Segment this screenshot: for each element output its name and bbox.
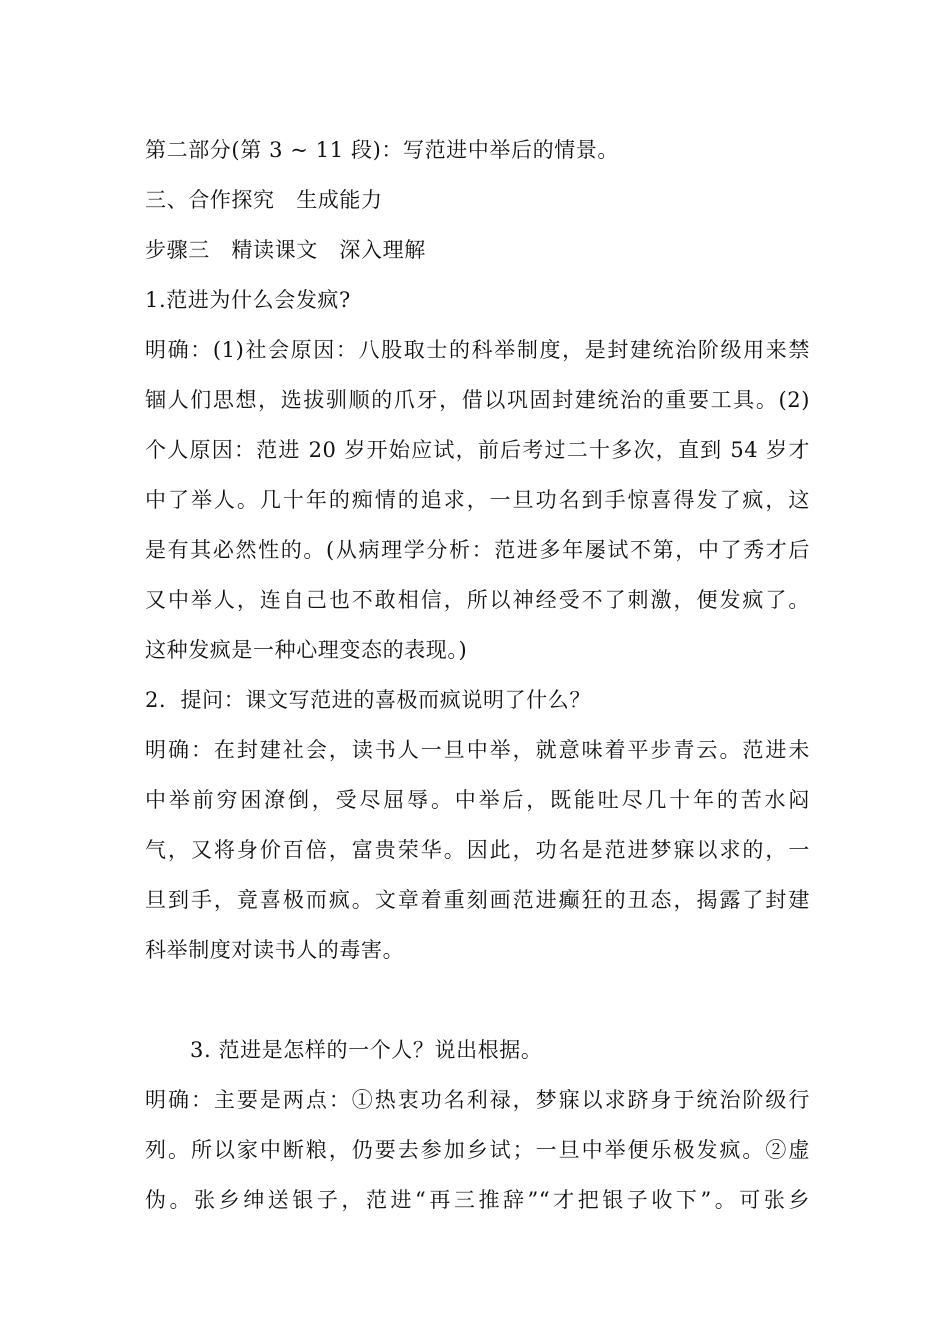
answer-3-line-1: 明确：主要是两点：①热衷功名利禄，梦寐以求跻身于统治阶级行: [145, 1088, 810, 1112]
answer-2-line-2: 中举前穷困潦倒，受尽屈辱。中举后，既能吐尽几十年的苦水闷: [145, 788, 810, 812]
heading-step-three: 步骤三 精读课文 深入理解: [145, 238, 426, 262]
answer-1-line-2: 锢人们思想，选拔驯顺的爪牙，借以巩固封建统治的重要工具。(2): [145, 388, 810, 412]
answer-1-line-3: 个人原因：范进 20 岁开始应试，前后考过二十多次，直到 54 岁才: [145, 438, 810, 462]
heading-cooperative-inquiry: 三、合作探究 生成能力: [145, 188, 383, 212]
answer-1-line-5: 是有其必然性的。(从病理学分析：范进多年屡试不第，中了秀才后: [145, 538, 810, 562]
answer-2-line-4: 旦到手，竟喜极而疯。文章着重刻画范进癫狂的丑态，揭露了封建: [145, 888, 810, 912]
answer-3-line-2: 列。所以家中断粮，仍要去参加乡试；一旦中举便乐极发疯。②虚: [145, 1138, 810, 1162]
question-2: 2．提问：课文写范进的喜极而疯说明了什么？: [145, 688, 591, 712]
answer-2-line-1: 明确：在封建社会，读书人一旦中举，就意味着平步青云。范进未: [145, 738, 810, 762]
answer-3-line-3: 伪。张乡绅送银子，范进“再三推辞”“才把银子收下”。可张乡: [145, 1188, 810, 1212]
answer-1-line-1: 明确：(1)社会原因：八股取士的科举制度，是封建统治阶级用来禁: [145, 338, 810, 362]
question-1: 1.范进为什么会发疯?: [145, 288, 351, 312]
section-part-two: 第二部分(第 3 ~ 11 段)：写范进中举后的情景。: [145, 138, 619, 162]
answer-1-line-6: 又中举人，连自己也不敢相信，所以神经受不了刺激，便发疯了。: [145, 588, 810, 612]
answer-1-line-7: 这种发疯是一种心理变态的表现。): [145, 638, 468, 662]
answer-2-line-5: 科举制度对读书人的毒害。: [145, 938, 405, 962]
question-3: 3. 范进是怎样的一个人？说出根据。: [190, 1038, 543, 1062]
answer-1-line-4: 中了举人。几十年的痴情的追求，一旦功名到手惊喜得发了疯，这: [145, 488, 810, 512]
answer-2-line-3: 气，又将身价百倍，富贵荣华。因此，功名是范进梦寐以求的，一: [145, 838, 810, 862]
